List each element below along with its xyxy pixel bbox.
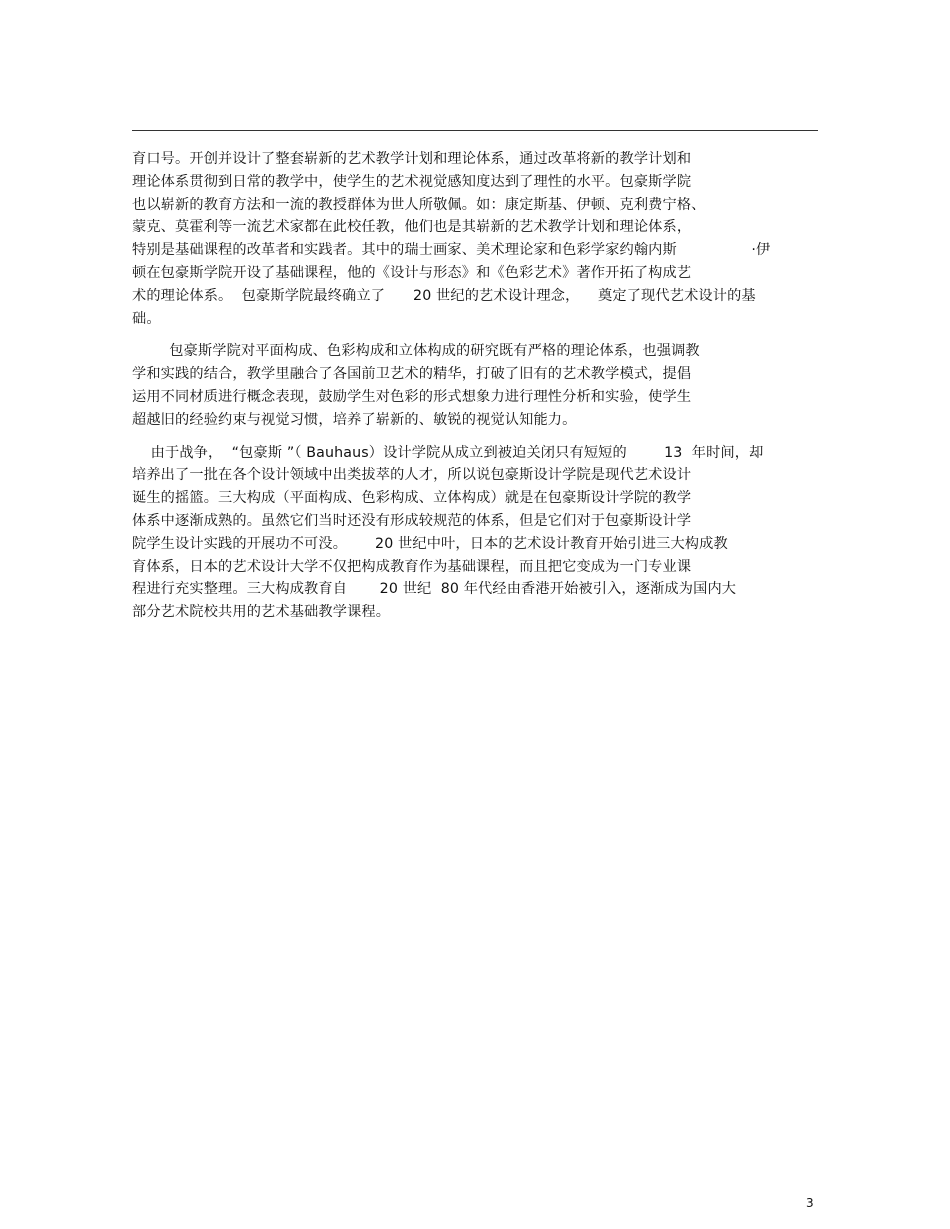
text-line: 体系中逐渐成熟的。虽然它们当时还没有形成较规范的体系，但是它们对于包豪斯设计学 xyxy=(132,512,692,529)
text-line: 顿在包豪斯学院开设了基础课程，他的《设计与形态》和《色彩艺术》著作开拓了构成艺 xyxy=(132,264,692,281)
text-line: 由于战争， “包豪斯 ”（ Bauhaus）设计学院从成立到被迫关闭只有短短的 13 年时间，却 xyxy=(132,444,764,461)
text-line: 部分艺术院校共用的艺术基础教学课程。 xyxy=(132,604,391,621)
text-line: 也以崭新的教育方法和一流的教授群体为世人所敬佩。如：康定斯基、伊顿、克利费宁格、 xyxy=(132,196,706,213)
paragraph-bauhaus-history xyxy=(132,148,822,330)
text-line: 础。 xyxy=(132,310,161,327)
paragraph-spacing xyxy=(132,330,822,340)
text-line: 院学生设计实践的开展功不可没。 20 世纪中叶，日本的艺术设计教育开始引进三大构成教 xyxy=(132,535,728,552)
text-line: 培养出了一批在各个设计领域中出类拔萃的人才，所以说包豪斯设计学院是现代艺术设计 xyxy=(132,467,692,484)
text-line: 超越旧的经验约束与视觉习惯，培养了崭新的、敏锐的视觉认知能力。 xyxy=(132,411,577,428)
paragraph-composition-research xyxy=(132,340,822,431)
text-line: 诞生的摇篮。三大构成（平面构成、色彩构成、立体构成）就是在包豪斯设计学院的教学 xyxy=(132,490,692,507)
text-line: 学和实践的结合，教学里融合了各国前卫艺术的精华，打破了旧有的艺术教学模式，提倡 xyxy=(132,366,692,383)
text-line: 育体系，日本的艺术设计大学不仅把构成教育作为基础课程，而且把它变成为一门专业课 xyxy=(132,558,692,575)
text-line: 理论体系贯彻到日常的教学中，使学生的艺术视觉感知度达到了理性的水平。包豪斯学院 xyxy=(132,173,692,190)
text-line: 特别是基础课程的改革者和实践者。其中的瑞士画家、美术理论家和色彩学家约翰内斯 ·伊 xyxy=(132,242,771,259)
paragraph-three-compositions xyxy=(132,442,822,624)
text-line: 育口号。开创并设计了整套崭新的艺术教学计划和理论体系，通过改革将新的教学计划和 xyxy=(132,151,692,167)
body-text xyxy=(132,148,822,624)
text-line: 术的理论体系。 包豪斯学院最终确立了 20 世纪的艺术设计理念， 奠定了现代艺术设计的基 xyxy=(132,287,756,304)
text-line: 蒙克、莫霍利等一流艺术家都在此校任教，他们也是其崭新的艺术教学计划和理论体系， xyxy=(132,219,692,236)
page-number: 3 xyxy=(806,1196,814,1210)
paragraph-spacing xyxy=(132,432,822,442)
text-line: 程进行充实整理。三大构成教育自 20 世纪 80 年代经由香港开始被引入，逐渐成为国内大 xyxy=(132,581,737,598)
text-line: 运用不同材质进行概念表现，鼓励学生对色彩的形式想象力进行理性分析和实验，使学生 xyxy=(132,388,692,405)
text-line: 包豪斯学院对平面构成、色彩构成和立体构成的研究既有严格的理论体系，也强调教 xyxy=(132,343,700,360)
header-rule xyxy=(132,130,818,131)
